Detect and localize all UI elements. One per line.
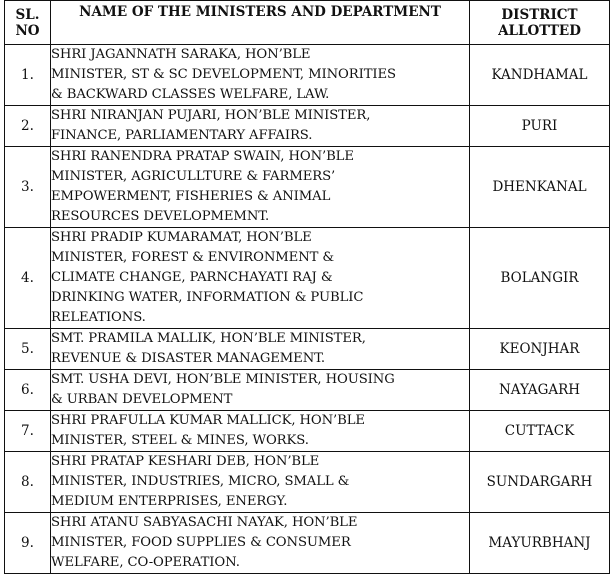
minister-text-line: & URBAN DEVELOPMENT [51, 392, 233, 407]
row-minister-department [51, 452, 470, 513]
minister-text-line: MINISTER, ST & SC DEVELOPMENT, MINORITIES [51, 67, 396, 82]
table-row [5, 452, 610, 513]
minister-text-line: REVENUE & DISASTER MANAGEMENT. [51, 351, 325, 366]
header-district [470, 1, 610, 45]
row-district-allotted: BOLANGIR [470, 228, 610, 329]
row-minister-department [51, 411, 470, 452]
minister-text-line: CLIMATE CHANGE, PARNCHAYATI RAJ & [51, 270, 333, 285]
row-minister-department [51, 106, 470, 147]
minister-text-line: SHRI RANENDRA PRATAP SWAIN, HON’BLE [51, 149, 354, 164]
row-minister-department [51, 147, 470, 228]
table-row [5, 370, 610, 411]
row-minister-department [51, 513, 470, 574]
header-row [5, 1, 610, 45]
header-sl-line1: SL. [15, 6, 40, 23]
row-sl-no: 3. [5, 147, 51, 228]
table-row [5, 411, 610, 452]
minister-text-line: MEDIUM ENTERPRISES, ENERGY. [51, 494, 288, 509]
row-minister-department [51, 45, 470, 106]
minister-text-line: DRINKING WATER, INFORMATION & PUBLIC [51, 290, 364, 305]
table-row [5, 45, 610, 106]
row-sl-no: 5. [5, 329, 51, 370]
minister-text-line: SHRI ATANU SABYASACHI NAYAK, HON’BLE [51, 515, 358, 530]
minister-text-line: SHRI PRAFULLA KUMAR MALLICK, HON’BLE [51, 413, 365, 428]
table-row [5, 106, 610, 147]
minister-text-line: WELFARE, CO-OPERATION. [51, 555, 240, 570]
row-district-allotted: PURI [470, 106, 610, 147]
minister-text-line: SHRI PRADIP KUMARAMAT, HON’BLE [51, 230, 312, 245]
row-minister-department [51, 329, 470, 370]
ministers-district-table [4, 0, 610, 574]
header-name [51, 1, 470, 45]
minister-text-line: MINISTER, AGRICULLTURE & FARMERS’ [51, 169, 336, 184]
row-minister-department [51, 228, 470, 329]
minister-text-line: MINISTER, FOREST & ENVIRONMENT & [51, 250, 335, 265]
table-row [5, 228, 610, 329]
header-name-text: NAME OF THE MINISTERS AND DEPARTMENT [79, 4, 441, 20]
row-sl-no: 8. [5, 452, 51, 513]
table-row [5, 147, 610, 228]
row-district-allotted: NAYAGARH [470, 370, 610, 411]
header-sl-line2: NO [15, 22, 40, 39]
table-row [5, 513, 610, 574]
row-sl-no: 6. [5, 370, 51, 411]
minister-text-line: MINISTER, STEEL & MINES, WORKS. [51, 433, 309, 448]
minister-text-line: SMT. PRAMILA MALLIK, HON’BLE MINISTER, [51, 331, 366, 346]
table-header [5, 1, 610, 45]
row-district-allotted: SUNDARGARH [470, 452, 610, 513]
minister-text-line: MINISTER, FOOD SUPPLIES & CONSUMER [51, 535, 351, 550]
minister-text-line: SMT. USHA DEVI, HON’BLE MINISTER, HOUSING [51, 372, 395, 387]
minister-text-line: RELEATIONS. [51, 310, 146, 325]
row-sl-no: 4. [5, 228, 51, 329]
minister-text-line: & BACKWARD CLASSES WELFARE, LAW. [51, 87, 330, 102]
header-district-line2: ALLOTTED [498, 22, 581, 39]
minister-text-line: FINANCE, PARLIAMENTARY AFFAIRS. [51, 128, 313, 143]
minister-text-line: RESOURCES DEVELOPMEMNT. [51, 209, 270, 224]
row-district-allotted: CUTTACK [470, 411, 610, 452]
minister-text-line: SHRI PRATAP KESHARI DEB, HON’BLE [51, 454, 320, 469]
minister-text-line: MINISTER, INDUSTRIES, MICRO, SMALL & [51, 474, 350, 489]
minister-text-line: SHRI JAGANNATH SARAKA, HON’BLE [51, 47, 311, 62]
row-sl-no: 7. [5, 411, 51, 452]
row-sl-no: 9. [5, 513, 51, 574]
table-body [5, 45, 610, 574]
row-sl-no: 1. [5, 45, 51, 106]
row-sl-no: 2. [5, 106, 51, 147]
row-minister-department [51, 370, 470, 411]
table-row [5, 329, 610, 370]
row-district-allotted: KANDHAMAL [470, 45, 610, 106]
header-district-line1: DISTRICT [501, 6, 578, 23]
row-district-allotted: MAYURBHANJ [470, 513, 610, 574]
header-sl-no [5, 1, 51, 45]
row-district-allotted: DHENKANAL [470, 147, 610, 228]
row-district-allotted: KEONJHAR [470, 329, 610, 370]
minister-text-line: EMPOWERMENT, FISHERIES & ANIMAL [51, 189, 331, 204]
minister-text-line: SHRI NIRANJAN PUJARI, HON’BLE MINISTER, [51, 108, 371, 123]
